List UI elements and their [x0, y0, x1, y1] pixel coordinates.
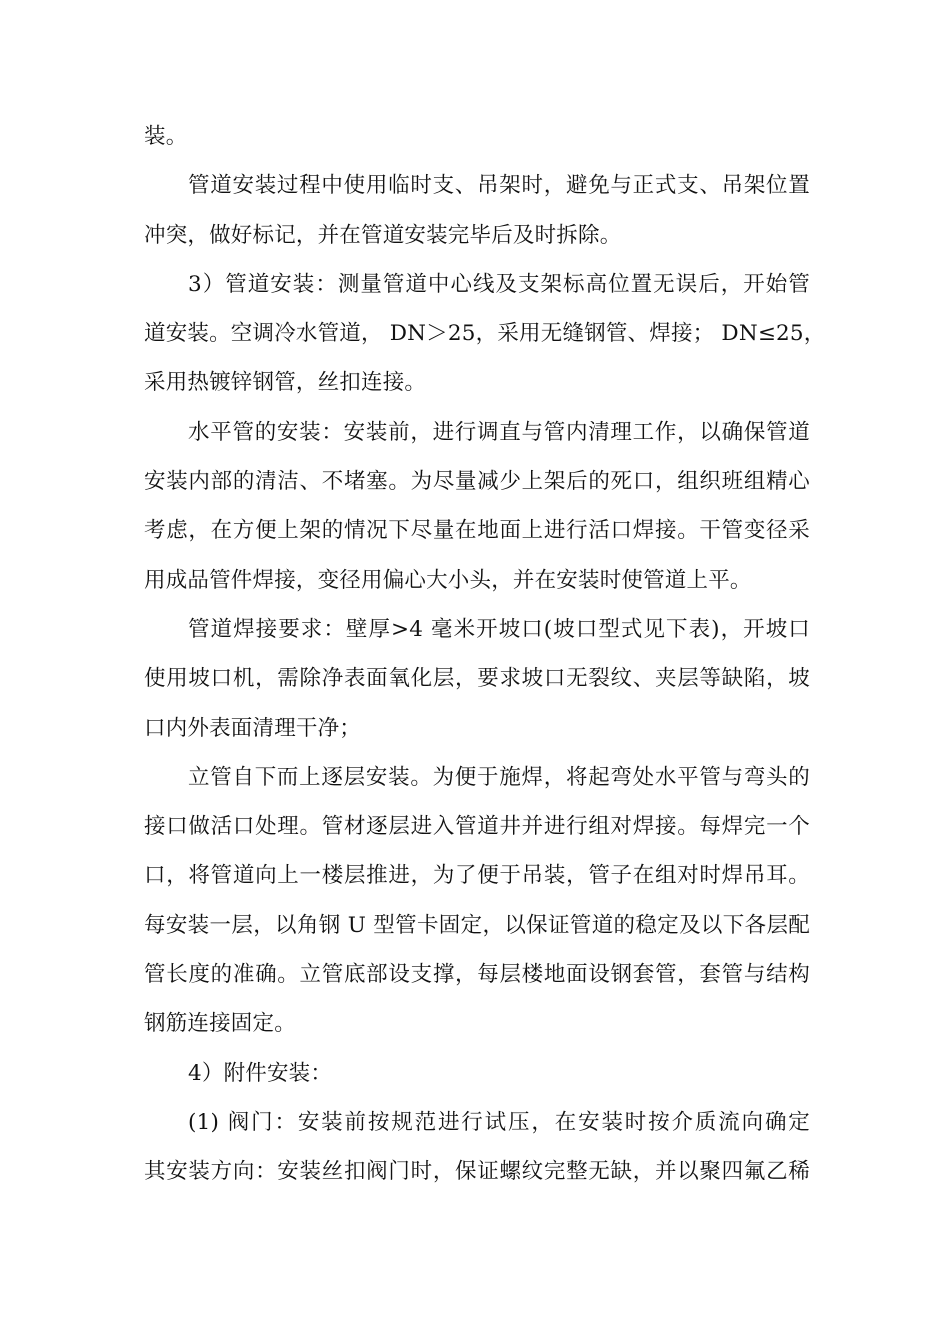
text-line: 管道安装过程中使用临时支、吊架时，避免与正式支、吊架位置	[188, 173, 810, 199]
text-line: 考虑，在方便上架的情况下尽量在地面上进行活口焊接。干管变径采	[144, 518, 810, 544]
text-line: 装。	[144, 124, 188, 149]
text-line: 其安装方向：安装丝扣阀门时，保证螺纹完整无缺，并以聚四氟乙稀	[144, 1159, 810, 1185]
text-line: 每安装一层，以角钢 U 型管卡固定，以保证管道的稳定及以下各层配	[144, 912, 810, 938]
document-page	[144, 112, 826, 1197]
text-line: 管长度的准确。立管底部设支撑，每层楼地面设钢套管，套管与结构	[144, 962, 810, 988]
text-line: 使用坡口机，需除净表面氧化层，要求坡口无裂纹、夹层等缺陷，坡	[144, 666, 810, 692]
text-line: 水平管的安装：安装前，进行调直与管内清理工作，以确保管道	[188, 419, 810, 445]
text-line: (1) 阀门：安装前按规范进行试压，在安装时按介质流向确定	[188, 1109, 810, 1135]
text-line: 钢筋连接固定。	[144, 1011, 296, 1037]
text-line: 立管自下而上逐层安装。为便于施焊，将起弯处水平管与弯头的	[188, 764, 810, 790]
text-line: 管道焊接要求：壁厚>4 毫米开坡口(坡口型式见下表)，开坡口	[188, 616, 810, 642]
text-line: 3）管道安装：测量管道中心线及支架标高位置无误后，开始管	[188, 271, 810, 297]
text-line: 道安装。空调冷水管道， DN＞25，采用无缝钢管、焊接； DN≤25，	[144, 321, 826, 347]
text-line: 口内外表面清理干净；	[144, 715, 362, 741]
text-line: 冲突，做好标记，并在管道安装完毕后及时拆除。	[144, 222, 622, 248]
text-line: 安装内部的清洁、不堵塞。为尽量减少上架后的死口，组织班组精心	[144, 469, 810, 495]
text-line: 用成品管件焊接，变径用偏心大小头，并在安装时使管道上平。	[144, 567, 752, 593]
text-line: 接口做活口处理。管材逐层进入管道井并进行组对焊接。每焊完一个	[144, 814, 810, 840]
text-line: 口，将管道向上一楼层推进，为了便于吊装，管子在组对时焊吊耳。	[144, 863, 810, 889]
text-line: 采用热镀锌钢管，丝扣连接。	[144, 370, 427, 396]
text-line: 4）附件安装：	[188, 1060, 333, 1086]
